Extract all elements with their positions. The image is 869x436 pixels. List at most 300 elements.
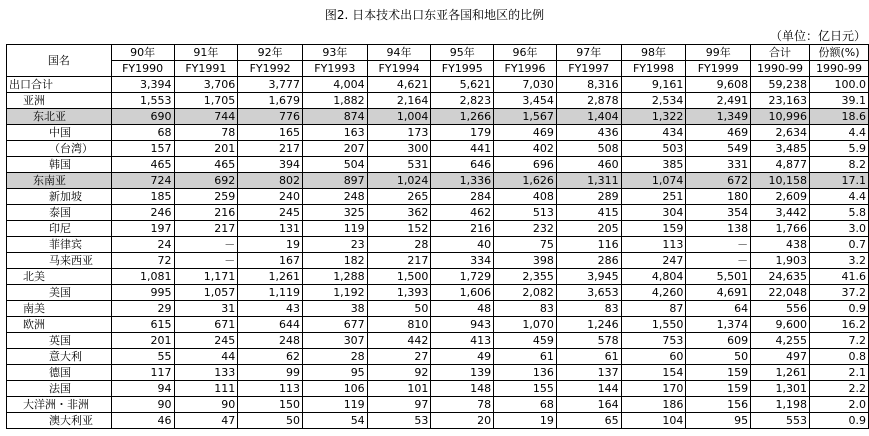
cell-value: 1,679 [238,93,303,109]
cell-value: 240 [238,189,303,205]
cell-value: 1,246 [556,317,621,333]
unit-note: （单位：亿日元） [769,29,866,43]
header-year: 96年 [494,45,557,61]
cell-share: 0.8 [809,349,868,365]
cell-total: 9,600 [751,317,810,333]
cell-value: 217 [367,253,431,269]
row-label: 欧洲 [7,317,112,333]
cell-value: 205 [556,221,621,237]
cell-value: 232 [494,221,557,237]
cell-share: 2.0 [809,397,868,413]
cell-share: 37.2 [809,285,868,301]
cell-value: 248 [238,333,303,349]
cell-value: 216 [431,221,494,237]
cell-value: 216 [174,205,238,221]
cell-value: 248 [302,189,367,205]
cell-total: 4,877 [751,157,810,173]
cell-value: 119 [302,397,367,413]
cell-value: 19 [238,237,303,253]
cell-value: 265 [367,189,431,205]
cell-value: 671 [174,317,238,333]
cell-value: 182 [302,253,367,269]
cell-share: 3.0 [809,221,868,237]
cell-value: 504 [302,157,367,173]
row-label: 亚洲 [7,93,112,109]
cell-value: 3,777 [238,77,303,93]
cell-value: 1,288 [302,269,367,285]
cell-value: 156 [686,397,751,413]
cell-value: 744 [174,109,238,125]
cell-value: 508 [556,141,621,157]
table-row [7,173,869,189]
cell-value: 43 [238,301,303,317]
cell-value: 48 [431,301,494,317]
cell-value: 8,316 [556,77,621,93]
header-fiscal-year: FY1991 [174,61,238,77]
cell-value: 394 [238,157,303,173]
cell-value: 40 [431,237,494,253]
cell-value: 331 [686,157,751,173]
cell-value: 87 [621,301,686,317]
cell-value: 23 [302,237,367,253]
table-row [7,141,869,157]
cell-value: 413 [431,333,494,349]
header-fiscal-year: FY1998 [621,61,686,77]
table-row [7,317,869,333]
row-label: 出口合计 [7,77,112,93]
header-year: 99年 [686,45,751,61]
cell-value: 1,336 [431,173,494,189]
cell-value: 549 [686,141,751,157]
cell-total: 59,238 [751,77,810,93]
cell-share: 2.1 [809,365,868,381]
cell-total: 2,634 [751,125,810,141]
cell-value: 49 [431,349,494,365]
cell-value: 5,621 [431,77,494,93]
cell-value: 68 [111,125,174,141]
row-label: （台湾） [7,141,112,157]
cell-value: 119 [302,221,367,237]
cell-value: 94 [111,381,174,397]
cell-value: 1,882 [302,93,367,109]
cell-value: 54 [302,413,367,429]
cell-value: 164 [556,397,621,413]
cell-value: 95 [686,413,751,429]
table-row [7,301,869,317]
cell-value: 289 [556,189,621,205]
cell-value: 503 [621,141,686,157]
cell-value: 138 [686,221,751,237]
cell-value: 4,260 [621,285,686,301]
cell-share: 100.0 [809,77,868,93]
cell-value: 465 [111,157,174,173]
cell-total: 497 [751,349,810,365]
table-row [7,269,869,285]
cell-total: 1,261 [751,365,810,381]
cell-value: 1,081 [111,269,174,285]
cell-value: 1,070 [494,317,557,333]
cell-value: 644 [238,317,303,333]
cell-value: 995 [111,285,174,301]
row-label: 英国 [7,333,112,349]
cell-share: 0.7 [809,237,868,253]
table-body [7,77,869,429]
cell-value: 531 [367,157,431,173]
table-row [7,253,869,269]
cell-value: 75 [494,237,557,253]
cell-value: 286 [556,253,621,269]
cell-value: 724 [111,173,174,189]
header-fiscal-year: FY1992 [238,61,303,77]
cell-value: 753 [621,333,686,349]
cell-total: 3,442 [751,205,810,221]
cell-share: 8.2 [809,157,868,173]
cell-value: 5,501 [686,269,751,285]
cell-value: 217 [238,141,303,157]
cell-share: 4.4 [809,189,868,205]
cell-value: 150 [238,397,303,413]
cell-value: 78 [174,125,238,141]
cell-value: 398 [494,253,557,269]
cell-value: 284 [431,189,494,205]
cell-value: 1,567 [494,109,557,125]
header-row-years [7,45,869,61]
cell-total: 1,766 [751,221,810,237]
cell-value: 157 [111,141,174,157]
cell-value: 50 [686,349,751,365]
cell-value: 186 [621,397,686,413]
cell-value: 415 [556,205,621,221]
cell-value: 1,404 [556,109,621,125]
cell-value: 139 [431,365,494,381]
cell-value: 185 [111,189,174,205]
cell-value: 247 [621,253,686,269]
table-row [7,221,869,237]
table-row [7,285,869,301]
page-title: 图2. 日本技术出口东亚各国和地区的比例 [324,8,545,22]
cell-value: 513 [494,205,557,221]
cell-value: 1,553 [111,93,174,109]
header-year: 97年 [556,45,621,61]
cell-total: 1,903 [751,253,810,269]
cell-value: 325 [302,205,367,221]
row-label: 大洋洲・非洲 [7,397,112,413]
cell-value: 31 [174,301,238,317]
cell-value: 99 [238,365,303,381]
cell-share: 17.1 [809,173,868,189]
cell-value: 897 [302,173,367,189]
cell-value: 152 [367,221,431,237]
cell-value: 207 [302,141,367,157]
cell-value: 1,349 [686,109,751,125]
cell-value: 609 [686,333,751,349]
row-label: 马来西亚 [7,253,112,269]
cell-value: 133 [174,365,238,381]
cell-value: 217 [174,221,238,237]
row-label: 北美 [7,269,112,285]
row-label: 东南亚 [7,173,112,189]
header-fiscal-year: FY1994 [367,61,431,77]
cell-value: 251 [621,189,686,205]
cell-share: 0.9 [809,413,868,429]
cell-value: 2,823 [431,93,494,109]
table-row [7,333,869,349]
row-label: 中国 [7,125,112,141]
cell-value: 1,261 [238,269,303,285]
cell-value: 165 [238,125,303,141]
cell-value: 29 [111,301,174,317]
cell-share: 0.9 [809,301,868,317]
cell-value: 3,653 [556,285,621,301]
cell-value: 1,057 [174,285,238,301]
header-year: 92年 [238,45,303,61]
table-row [7,413,869,429]
cell-value: 1,192 [302,285,367,301]
header-fiscal-year: FY1999 [686,61,751,77]
header-fiscal-year: FY1995 [431,61,494,77]
cell-value: 462 [431,205,494,221]
cell-value: 116 [556,237,621,253]
header-year: 91年 [174,45,238,61]
cell-value: 64 [686,301,751,317]
cell-value: 874 [302,109,367,125]
cell-value: 362 [367,205,431,221]
cell-value: 1,550 [621,317,686,333]
cell-value: － [174,237,238,253]
cell-value: 61 [494,349,557,365]
cell-value: 2,082 [494,285,557,301]
cell-value: 28 [302,349,367,365]
cell-value: 469 [494,125,557,141]
cell-value: 173 [367,125,431,141]
cell-value: 459 [494,333,557,349]
header-fiscal-year: FY1996 [494,61,557,77]
cell-value: 1,311 [556,173,621,189]
cell-value: 646 [431,157,494,173]
cell-value: 1,606 [431,285,494,301]
header-share: 份额(%) [809,45,868,61]
cell-value: 106 [302,381,367,397]
cell-value: 159 [621,221,686,237]
cell-total: 24,635 [751,269,810,285]
cell-value: 201 [174,141,238,157]
cell-value: 78 [431,397,494,413]
row-label: 菲律宾 [7,237,112,253]
header-fiscal-year: FY1993 [302,61,367,77]
header-fiscal-year: FY1990 [111,61,174,77]
cell-value: 180 [686,189,751,205]
cell-value: 155 [494,381,557,397]
cell-value: 55 [111,349,174,365]
cell-value: 3,945 [556,269,621,285]
cell-value: 690 [111,109,174,125]
cell-value: 245 [238,205,303,221]
cell-value: 615 [111,317,174,333]
cell-value: 300 [367,141,431,157]
cell-value: 408 [494,189,557,205]
cell-value: 943 [431,317,494,333]
cell-value: 20 [431,413,494,429]
cell-value: 113 [621,237,686,253]
cell-value: 677 [302,317,367,333]
cell-value: 2,355 [494,269,557,285]
cell-total: 1,198 [751,397,810,413]
cell-value: 3,706 [174,77,238,93]
cell-value: 304 [621,205,686,221]
cell-value: 1,322 [621,109,686,125]
cell-value: 83 [556,301,621,317]
cell-value: 1,024 [367,173,431,189]
cell-value: 104 [621,413,686,429]
table-row [7,157,869,173]
cell-value: 402 [494,141,557,157]
cell-value: 9,608 [686,77,751,93]
cell-value: 154 [621,365,686,381]
header-year: 90年 [111,45,174,61]
cell-value: 1,729 [431,269,494,285]
cell-share: 41.6 [809,269,868,285]
data-table [6,44,869,429]
cell-value: 3,454 [494,93,557,109]
header-total-range: 1990-99 [751,61,810,77]
cell-value: 1,266 [431,109,494,125]
cell-value: 179 [431,125,494,141]
cell-value: 44 [174,349,238,365]
table-row [7,77,869,93]
cell-value: 19 [494,413,557,429]
row-label: 美国 [7,285,112,301]
row-label: 法国 [7,381,112,397]
cell-value: 672 [686,173,751,189]
cell-value: 50 [238,413,303,429]
cell-total: 556 [751,301,810,317]
cell-value: 1,705 [174,93,238,109]
cell-value: 4,621 [367,77,431,93]
cell-value: 436 [556,125,621,141]
cell-total: 3,485 [751,141,810,157]
cell-value: 60 [621,349,686,365]
cell-value: 1,119 [238,285,303,301]
cell-value: 90 [174,397,238,413]
cell-value: 4,004 [302,77,367,93]
header-country: 国名 [7,45,112,77]
cell-value: 113 [238,381,303,397]
cell-value: 9,161 [621,77,686,93]
header-total: 合计 [751,45,810,61]
cell-total: 4,255 [751,333,810,349]
cell-value: 163 [302,125,367,141]
cell-total: 553 [751,413,810,429]
row-label: 泰国 [7,205,112,221]
header-fiscal-year: FY1997 [556,61,621,77]
cell-value: 2,491 [686,93,751,109]
cell-share: 16.2 [809,317,868,333]
row-label: 韩国 [7,157,112,173]
cell-value: 24 [111,237,174,253]
table-row [7,397,869,413]
table-row [7,349,869,365]
table-row [7,189,869,205]
cell-total: 10,996 [751,109,810,125]
cell-value: 50 [367,301,431,317]
cell-value: 101 [367,381,431,397]
cell-share: 2.2 [809,381,868,397]
cell-value: 578 [556,333,621,349]
cell-share: 7.2 [809,333,868,349]
cell-value: 131 [238,221,303,237]
cell-value: 27 [367,349,431,365]
cell-value: － [686,253,751,269]
cell-value: 2,534 [621,93,686,109]
cell-value: 1,374 [686,317,751,333]
cell-value: 197 [111,221,174,237]
cell-share: 18.6 [809,109,868,125]
cell-value: 46 [111,413,174,429]
cell-value: 62 [238,349,303,365]
cell-value: 334 [431,253,494,269]
cell-value: 385 [621,157,686,173]
cell-value: 90 [111,397,174,413]
row-label: 意大利 [7,349,112,365]
cell-value: 460 [556,157,621,173]
header-year: 98年 [621,45,686,61]
cell-value: 53 [367,413,431,429]
cell-value: 802 [238,173,303,189]
cell-value: 137 [556,365,621,381]
cell-value: 441 [431,141,494,157]
cell-value: 68 [494,397,557,413]
cell-value: 307 [302,333,367,349]
cell-value: 97 [367,397,431,413]
cell-value: 159 [686,365,751,381]
table-row [7,125,869,141]
header-year: 93年 [302,45,367,61]
cell-value: 354 [686,205,751,221]
cell-value: 144 [556,381,621,397]
cell-value: 7,030 [494,77,557,93]
cell-value: 61 [556,349,621,365]
cell-value: 159 [686,381,751,397]
cell-value: 1,004 [367,109,431,125]
cell-value: 111 [174,381,238,397]
cell-value: 465 [174,157,238,173]
cell-value: 692 [174,173,238,189]
row-label: 德国 [7,365,112,381]
cell-value: 259 [174,189,238,205]
cell-value: 2,164 [367,93,431,109]
cell-total: 2,609 [751,189,810,205]
cell-value: 38 [302,301,367,317]
cell-value: 72 [111,253,174,269]
cell-value: 170 [621,381,686,397]
cell-total: 1,301 [751,381,810,397]
cell-total: 10,158 [751,173,810,189]
cell-share: 3.2 [809,253,868,269]
cell-value: 245 [174,333,238,349]
header-row-fiscal [7,61,869,77]
cell-value: 3,394 [111,77,174,93]
cell-share: 4.4 [809,125,868,141]
cell-value: 95 [302,365,367,381]
cell-value: 442 [367,333,431,349]
row-label: 澳大利亚 [7,413,112,429]
table-row [7,93,869,109]
cell-total: 22,048 [751,285,810,301]
cell-value: － [686,237,751,253]
cell-value: 434 [621,125,686,141]
cell-share: 39.1 [809,93,868,109]
cell-total: 23,163 [751,93,810,109]
